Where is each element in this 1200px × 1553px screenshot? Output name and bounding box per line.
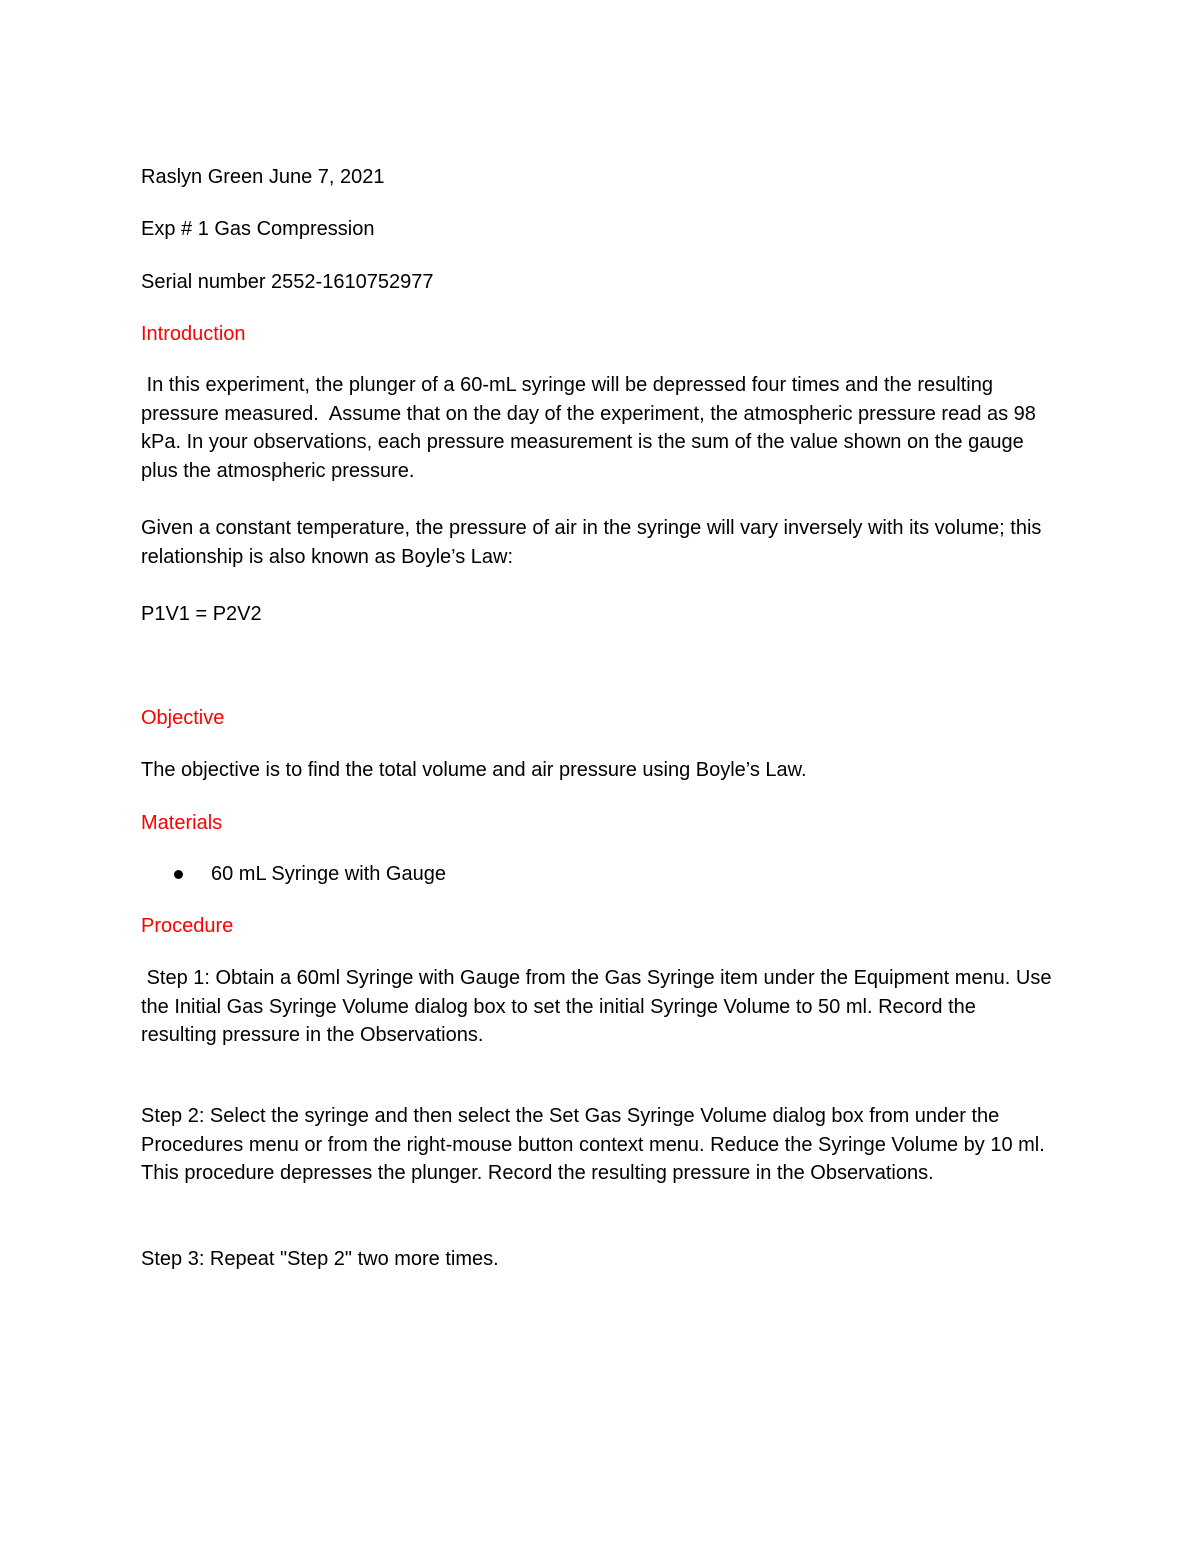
- procedure-step-1: Step 1: Obtain a 60ml Syringe with Gauge from the Gas Syringe item under the Equipment menu. Use the Initial Gas Syringe Volume dialog box to set the initial Syringe Volume to 50 ml. Record the resulting pressure in the Observations.: [141, 967, 1058, 1047]
- materials-item-text: 60 mL Syringe with Gauge: [211, 863, 446, 885]
- procedure-step-3: Step 3: Repeat "Step 2" two more times.: [141, 1248, 499, 1270]
- procedure-step-2: Step 2: Select the syringe and then select the Set Gas Syringe Volume dialog box from under the Procedures menu or from the right-mouse button context menu. Reduce the Syringe Volume by 10 ml. This procedure depresses the plunger. Record the resulting pressure in the Observations.: [141, 1105, 1045, 1185]
- introduction-paragraph-2: Given a constant temperature, the pressure of air in the syringe will vary inversely with its volume; this relationship is also known as Boyle’s Law:: [141, 517, 1042, 568]
- bullet-icon: [174, 870, 183, 879]
- boyles-law-equation: P1V1 = P2V2: [141, 603, 262, 625]
- experiment-title: Exp # 1 Gas Compression: [141, 218, 375, 240]
- serial-number: Serial number 2552-1610752977: [141, 271, 434, 293]
- objective-heading: Objective: [141, 707, 225, 729]
- objective-text: The objective is to find the total volume and air pressure using Boyle’s Law.: [141, 759, 807, 781]
- introduction-paragraph-1: In this experiment, the plunger of a 60-mL syringe will be depressed four times and the resulting pressure measured. Assume that on the day of the experiment, the atmospheric pressure read as 98 kPa. In your observations, each pressure measurement is the sum of the value shown on the gauge plus the atmospheric pressure.: [141, 374, 1042, 483]
- materials-heading: Materials: [141, 812, 223, 834]
- author-date-line: Raslyn Green June 7, 2021: [141, 166, 385, 188]
- introduction-heading: Introduction: [141, 323, 246, 345]
- procedure-heading: Procedure: [141, 915, 234, 937]
